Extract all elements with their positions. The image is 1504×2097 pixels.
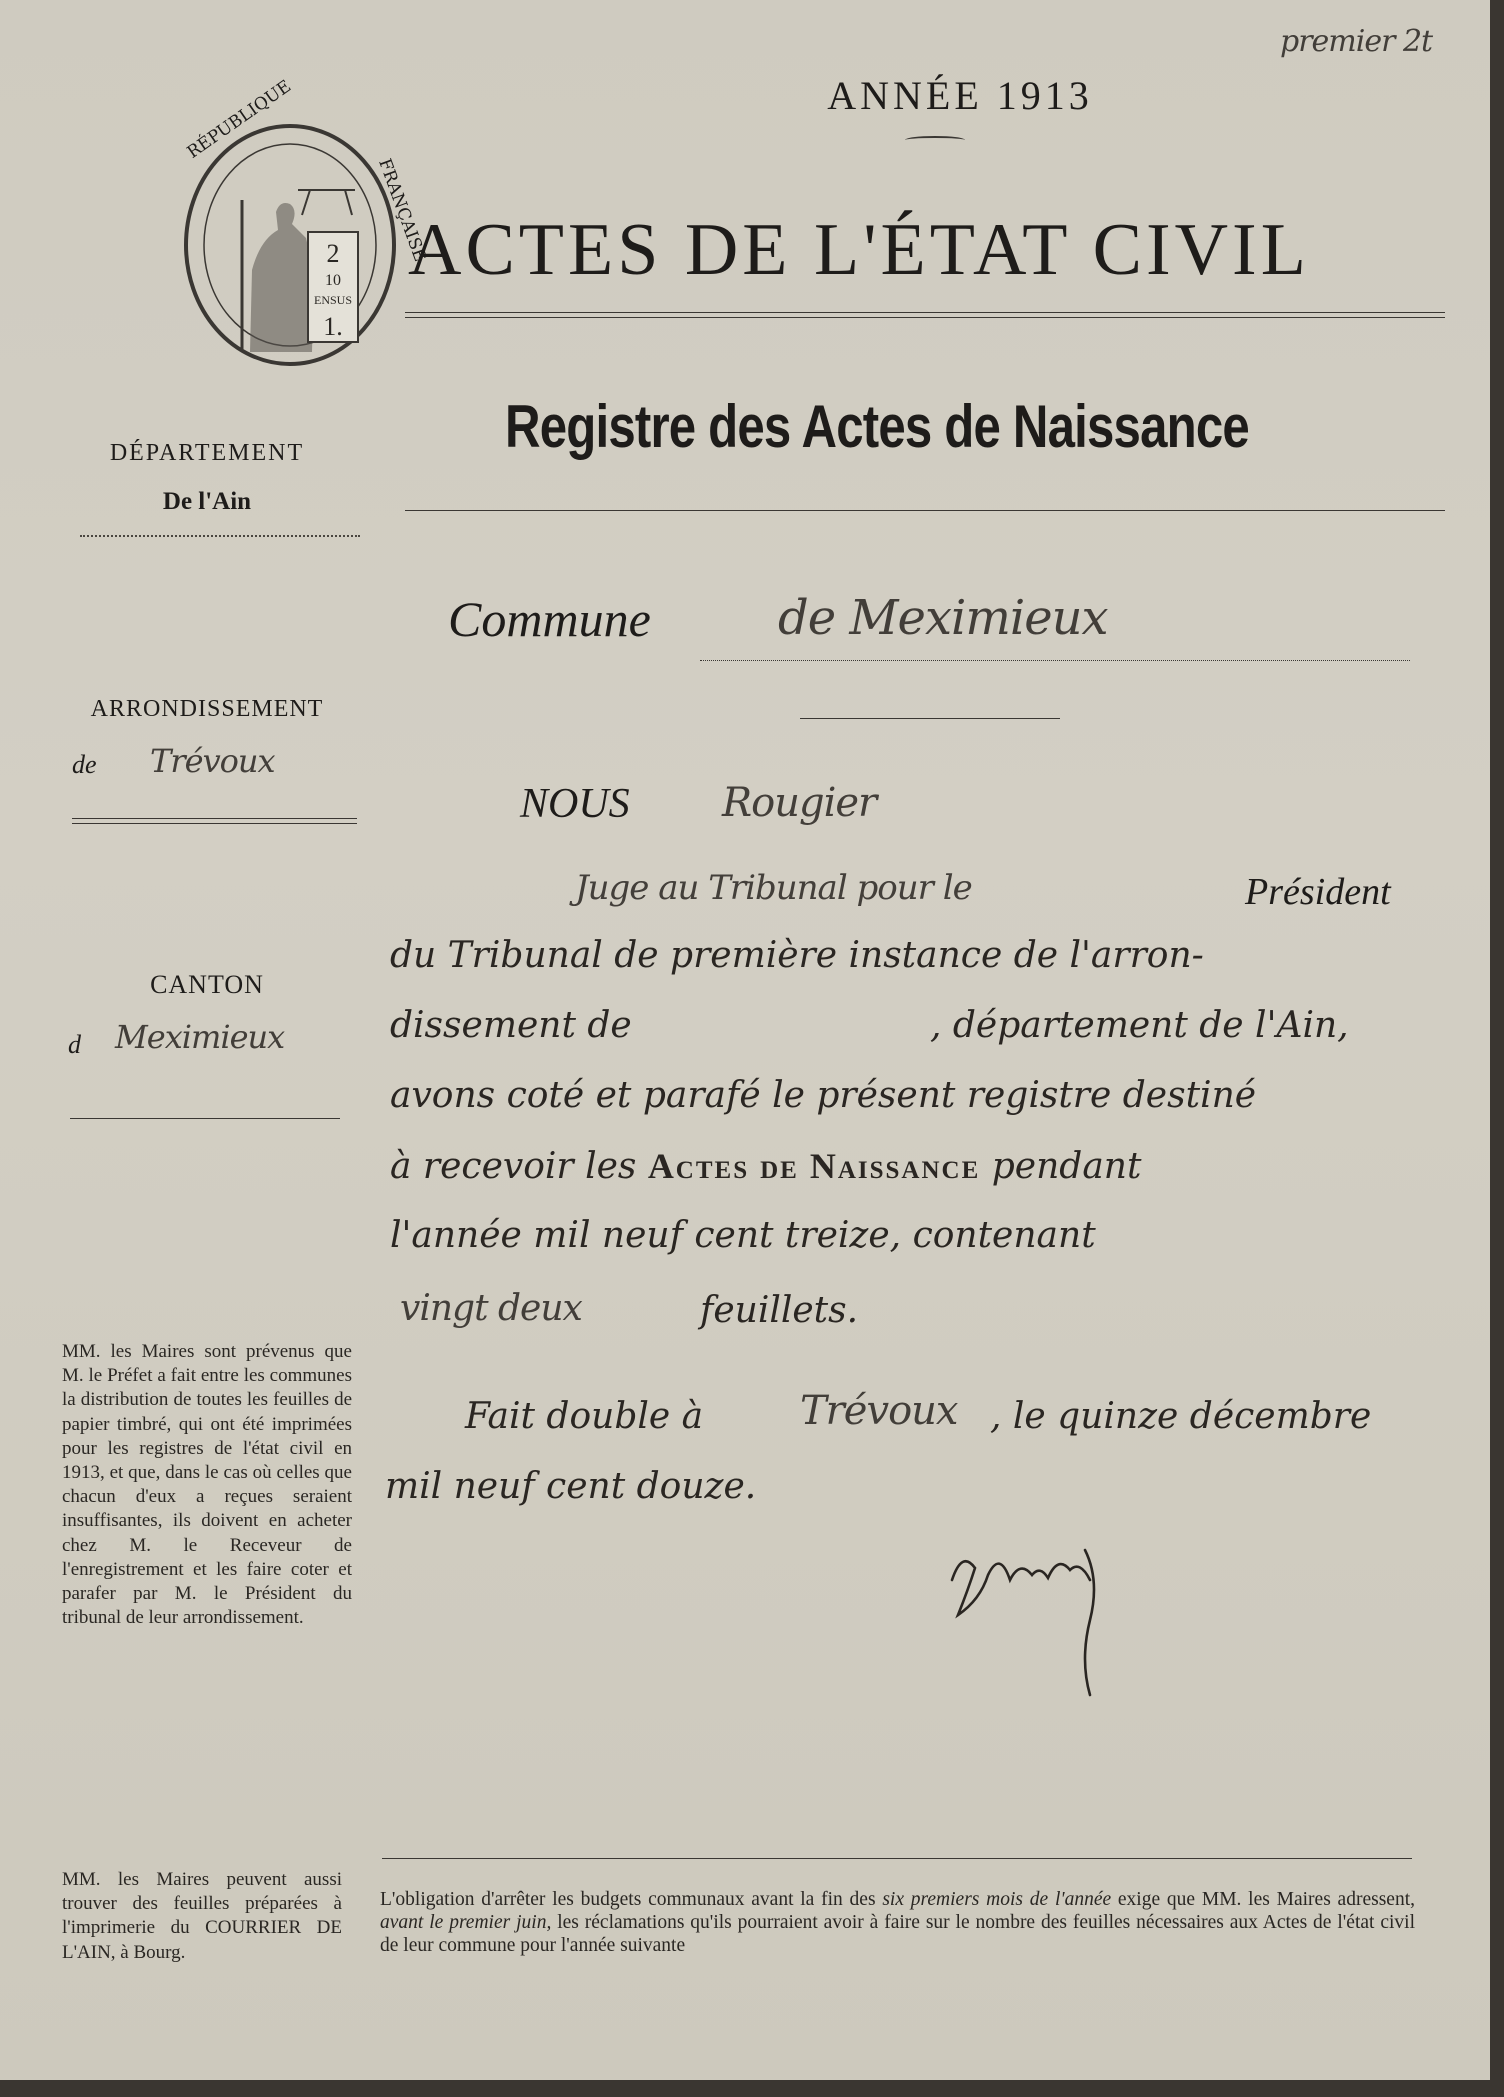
body-line-3: avons coté et parafé le présent registre destiné xyxy=(390,1075,1257,1116)
date-signed: , le quinze décembre xyxy=(990,1396,1372,1437)
commune-rule xyxy=(700,660,1410,661)
handwritten-corner-note: premier 2t xyxy=(1280,24,1433,59)
mayors-notice-paper: MM. les Maires sont prévenus que M. le Préfet a fait entre les communes la distribution de toutes les feuilles de papier timbré, qui ont été imprimées pour les registres de l'état civil en 1913, et que, dans le cas où celles que chacun d'eux a reçues seraient insuffisantes, ils doivent en acheter chez M. le Receveur de l'enregistrement et les faire coter et parafer par M. le Président du tribunal de leur arrondissement. xyxy=(62,1341,352,1629)
register-rule xyxy=(405,510,1445,511)
body-line-2b: , département de l'Ain, xyxy=(930,1005,1349,1046)
nous-label: NOUS xyxy=(520,781,630,827)
commune-ornament xyxy=(800,718,1060,719)
year-signed: mil neuf cent douze. xyxy=(385,1466,757,1507)
arrondissement-label: ARRONDISSEMENT xyxy=(90,696,324,722)
main-title: ACTES DE L'ÉTAT CIVIL xyxy=(408,209,1310,291)
body-line-2a: dissement de xyxy=(390,1005,632,1046)
footer-rule xyxy=(382,1858,1412,1859)
budget-notice-a: L'obligation d'arrêter les budgets communaux avant la fin des xyxy=(380,1889,883,1910)
budget-notice xyxy=(380,1888,1415,1957)
body-feuillets: feuillets. xyxy=(700,1290,859,1331)
seal-text-right: FRANÇAISE xyxy=(374,156,430,265)
body-line-4-start: à recevoir les xyxy=(390,1146,637,1187)
arrondissement-value: Trévoux xyxy=(150,742,275,780)
canton-prefix: d xyxy=(68,1030,81,1059)
canton-label: CANTON xyxy=(150,970,264,999)
year-heading: ANNÉE 1913 xyxy=(827,73,1093,118)
department-value: De l'Ain xyxy=(162,488,252,515)
seal-text-left: RÉPUBLIQUE xyxy=(183,76,295,163)
signature xyxy=(940,1520,1160,1700)
body-line-5: l'année mil neuf cent treize, contenant xyxy=(390,1215,1096,1256)
commune-value: de Meximieux xyxy=(778,590,1108,646)
president-word: Président xyxy=(1245,871,1391,913)
canton-rule xyxy=(70,1118,340,1119)
sheet-count: vingt deux xyxy=(400,1288,582,1329)
budget-notice-c: exige que MM. les Maires adressent, xyxy=(1111,1889,1415,1910)
budget-notice-e: les réclamations qu'ils pourraient avoir à faire sur le nombre des feuilles nécessaires aux Actes de l'état civil de leur commune pour l'année suivante xyxy=(380,1912,1415,1956)
body-line-4 xyxy=(390,1145,1141,1187)
official-name: Rougier xyxy=(722,780,877,826)
arrondissement-prefix: de xyxy=(72,750,97,779)
budget-notice-d: avant le premier juin, xyxy=(380,1912,552,1933)
actes-naissance-caps: Actes de Naissance xyxy=(647,1146,981,1186)
svg-text:1.: 1. xyxy=(323,312,343,341)
fait-double: Fait double à xyxy=(465,1396,704,1437)
body-line-1: du Tribunal de première instance de l'arron- xyxy=(390,935,1204,976)
commune-label: Commune xyxy=(448,591,651,647)
department-label: DÉPARTEMENT xyxy=(109,440,305,466)
title-double-rule xyxy=(405,312,1445,318)
body-line-4-end: pendant xyxy=(991,1146,1142,1187)
place-signed: Trévoux xyxy=(800,1388,958,1434)
ornament-divider xyxy=(905,136,965,144)
canton-value: Meximieux xyxy=(115,1018,285,1056)
svg-text:ENSUS: ENSUS xyxy=(313,293,353,307)
arrondissement-rule xyxy=(72,818,357,824)
department-ornament xyxy=(80,535,360,545)
official-title: Juge au Tribunal pour le xyxy=(575,868,972,908)
svg-text:2: 2 xyxy=(326,239,340,268)
budget-notice-b: six premiers mois de l'année xyxy=(882,1889,1112,1910)
svg-text:10: 10 xyxy=(325,272,341,289)
register-title: Registre des Actes de Naissance xyxy=(505,393,1249,460)
mayors-notice-printer: MM. les Maires peuvent aussi trouver des feuilles préparées à l'imprimerie du COURRIER DE L'AIN, à Bourg. xyxy=(62,1869,342,1963)
